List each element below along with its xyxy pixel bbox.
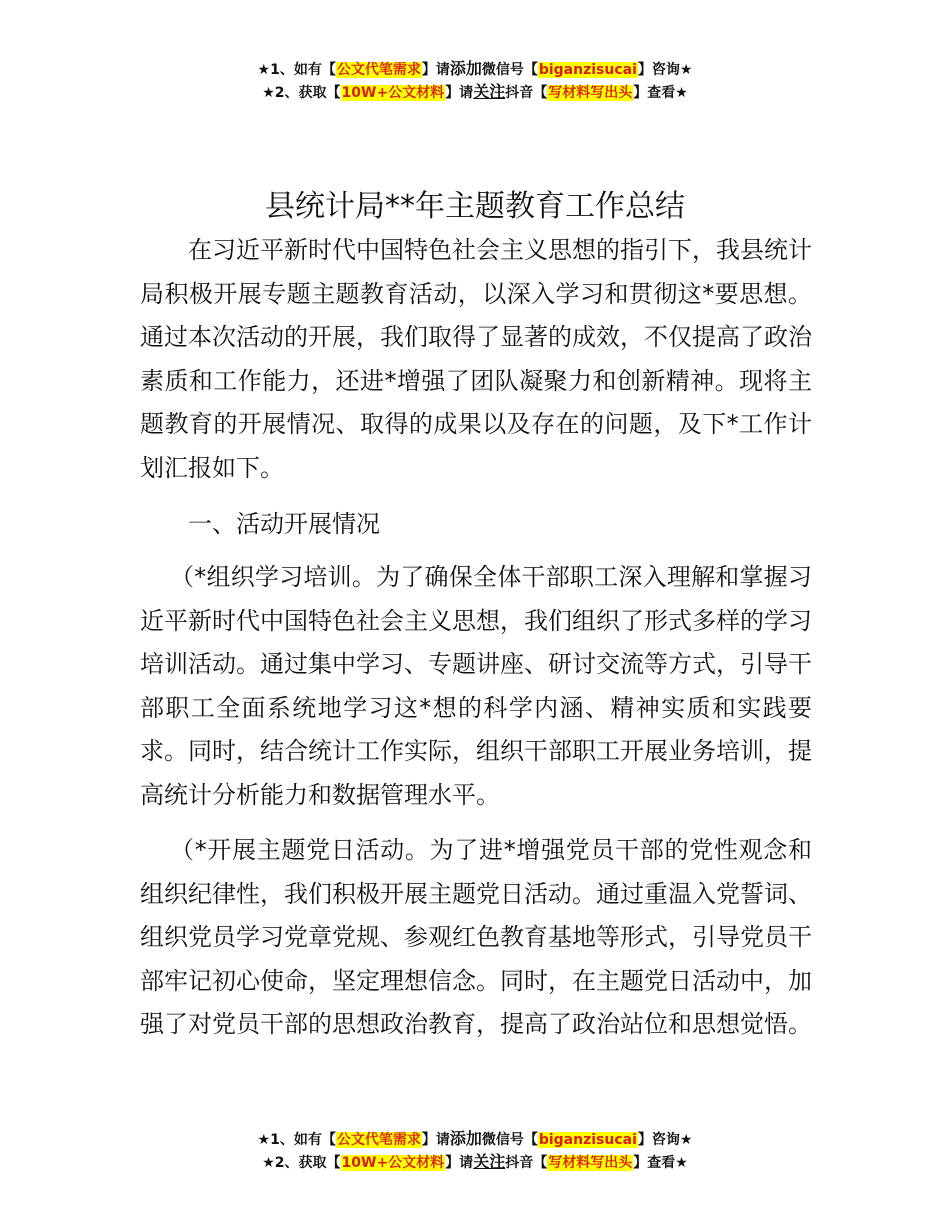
banner-text: ★2、获取【 [262, 85, 341, 101]
banner-emphasis: 关注 [473, 82, 506, 101]
banner-highlight-service: 公文代笔需求 [336, 62, 421, 78]
banner-text: ★1、如有【 [257, 1132, 336, 1148]
banner-highlight-service: 公文代笔需求 [336, 1132, 421, 1148]
banner-emphasis: 关注 [473, 1152, 506, 1171]
banner-text: 】查看★ [633, 85, 688, 101]
banner-highlight-materials: 10W+公文材料 [341, 85, 445, 101]
banner-text: 】咨询★ [637, 62, 693, 78]
banner-line-2 [0, 81, 950, 104]
paragraph-study-training: （*组织学习培训。为了确保全体干部职工深入理解和掌握习近平新时代中国特色社会主义思想，我们组织了形式多样的学习培训活动。通过集中学习、专题讲座、研讨交流等方式，引导干部职工全面系统地学习这*想的科学内涵、精神实质和实践要求。同时，结合统计工作实际，组织干部职工开展业务培训，提高统计分析能力和数据管理水平。 [140, 563, 812, 809]
banner-line-1 [0, 1128, 950, 1151]
banner-line-2 [0, 1151, 950, 1174]
banner-text: ★1、如有【 [257, 62, 336, 78]
banner-highlight-douyin: 写材料写出头 [548, 1155, 633, 1171]
paragraph-intro: 在习近平新时代中国特色社会主义思想的指引下，我县统计局积极开展专题主题教育活动，以深入学习和贯彻这*要思想。通过本次活动的开展，我们取得了显著的成效，不仅提高了政治素质和工作能力，还进*增强了团队凝聚力和创新精神。现将主题教育的开展情况、取得的成果以及存在的问题，及下*工作计划汇报如下。 [140, 236, 812, 482]
banner-text: 微信号【 [481, 1132, 538, 1148]
banner-highlight-wechat: biganzisucai [538, 62, 637, 78]
banner-text: 】请 [421, 62, 450, 78]
banner-text: 】请 [445, 1155, 474, 1171]
banner-emphasis: 添加 [449, 59, 482, 78]
banner-emphasis: 添加 [449, 1129, 482, 1148]
banner-text: 】咨询★ [637, 1132, 693, 1148]
section-heading: 一、活动开展情况 [188, 510, 380, 538]
banner-highlight-wechat: biganzisucai [538, 1132, 637, 1148]
banner-text: 】查看★ [633, 1155, 688, 1171]
document-title: 县统计局**年主题教育工作总结 [265, 189, 685, 225]
banner-text: 抖音【 [505, 85, 548, 101]
footer-banner [0, 1128, 950, 1174]
header-banner [0, 58, 950, 104]
banner-highlight-douyin: 写材料写出头 [548, 85, 633, 101]
banner-text: ★2、获取【 [262, 1155, 341, 1171]
banner-highlight-materials: 10W+公文材料 [341, 1155, 445, 1171]
banner-line-1 [0, 58, 950, 81]
banner-text: 】请 [445, 85, 474, 101]
banner-text: 抖音【 [505, 1155, 548, 1171]
paragraph-party-day: （*开展主题党日活动。为了进*增强党员干部的党性观念和组织纪律性，我们积极开展主题党日活动。通过重温入党誓词、组织党员学习党章党规、参观红色教育基地等形式，引导党员干部牢记初心使命，坚定理想信念。同时，在主题党日活动中，加强了对党员干部的思想政治教育，提高了政治站位和思想觉悟。 [140, 836, 812, 1038]
banner-text: 微信号【 [481, 62, 538, 78]
banner-text: 】请 [421, 1132, 450, 1148]
